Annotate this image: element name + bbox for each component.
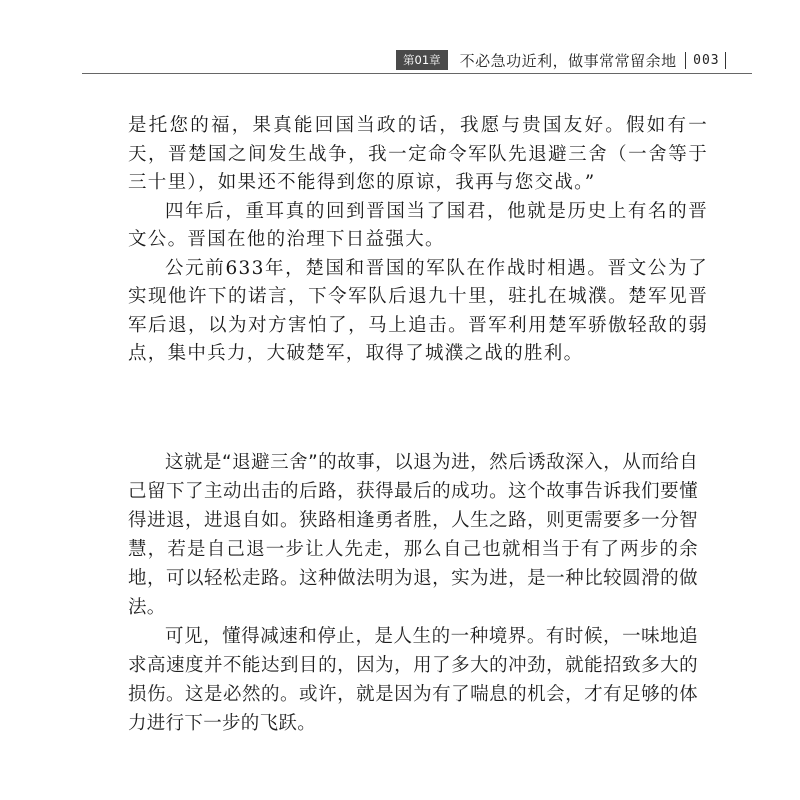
commentary-text — [128, 448, 698, 738]
story-paragraph: 公元前633年，楚国和晋国的军队在作战时相遇。晋文公为了实现他许下的诺言，下令军队后退九十里，驻扎在城濮。楚军见晋军后退，以为对方害怕了，马上追击。晋军利用楚军骄傲轻敌的弱点，集中兵力，大破楚军，取得了城濮之战的胜利。 — [128, 257, 708, 364]
chapter-title: 不必急功近利，做事常常留余地 — [459, 51, 677, 70]
header-rule — [82, 73, 752, 74]
page-number: 003 — [693, 52, 720, 68]
page-header — [396, 49, 752, 71]
header-divider — [685, 52, 687, 69]
header-divider-end — [725, 52, 727, 69]
story-text — [128, 112, 708, 369]
commentary-paragraph: 这就是“退避三舍”的故事，以退为进，然后诱敌深入，从而给自己留下了主动出击的后路，获得最后的成功。这个故事告诉我们要懂得进退，进退自如。狭路相逢勇者胜，人生之路，则更需要多一分智慧，若是自己退一步让人先走，那么自己也就相当于有了两步的余地，可以轻松走路。这种做法明为退，实为进，是一种比较圆滑的做法。 — [128, 452, 698, 618]
commentary-paragraph: 可见，懂得减速和停止，是人生的一种境界。有时候，一味地追求高速度并不能达到目的，因为，用了多大的冲劲，就能招致多大的损伤。这是必然的。或许，就是因为有了喘息的机会，才有足够的体力进行下一步的飞跃。 — [128, 626, 698, 734]
chapter-badge: 第01章 — [396, 50, 448, 70]
story-paragraph: 四年后，重耳真的回到晋国当了国君，他就是历史上有名的晋文公。晋国在他的治理下日益强大。 — [128, 200, 708, 250]
story-paragraph: 是托您的福，果真能回国当政的话，我愿与贵国友好。假如有一天，晋楚国之间发生战争，我一定命令军队先退避三舍（一舍等于三十里），如果还不能得到您的原谅，我再与您交战。” — [128, 115, 708, 193]
